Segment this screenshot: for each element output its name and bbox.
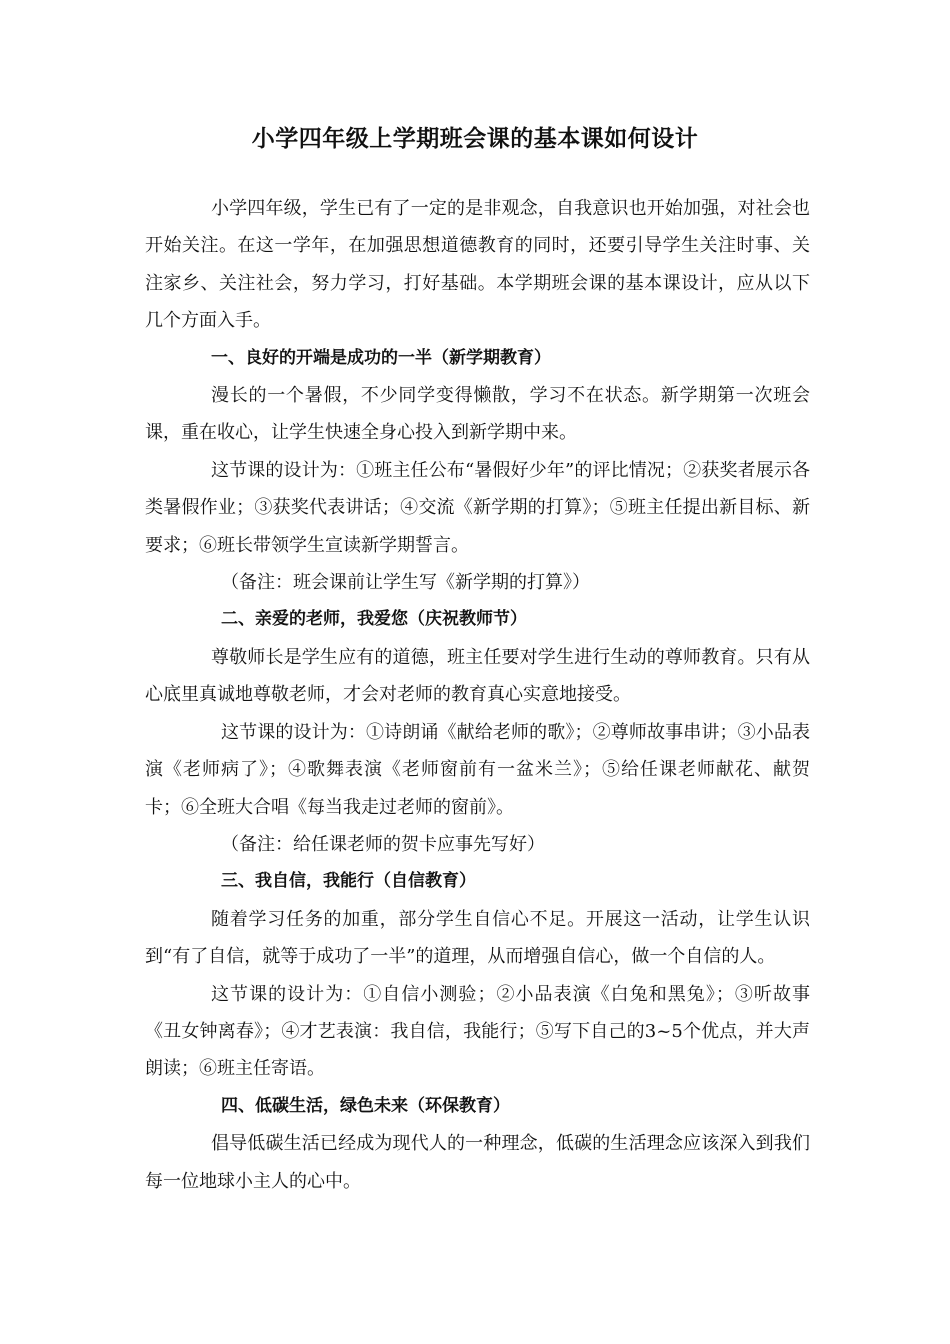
section-1-heading: 一、良好的开端是成功的一半（新学期教育）	[211, 347, 551, 368]
section-1-paragraph-2: 这节课的设计为：①班主任公布“暑假好少年”的评比情况；②获奖者展示各类暑假作业；③获奖代表讲话；④交流《新学期的打算》；⑤班主任提出新目标、新要求；⑥班长带领学生宣读新学期誓言。	[145, 459, 810, 556]
section-2-paragraph-2: 这节课的设计为：①诗朗诵《献给老师的歌》；②尊师故事串讲；③小品表演《老师病了》；④歌舞表演《老师窗前有一盆米兰》；⑤给任课老师献花、献贺卡；⑥全班大合唱《每当我走过老师的窗前》。	[145, 721, 810, 818]
intro-paragraph: 小学四年级，学生已有了一定的是非观念，自我意识也开始加强，对社会也开始关注。在这一学年，在加强思想道德教育的同时，还要引导学生关注时事、关注家乡、关注社会，努力学习，打好基础。本学期班会课的基本课设计，应从以下几个方面入手。	[145, 198, 810, 332]
section-4-paragraph-1: 倡导低碳生活已经成为现代人的一种理念，低碳的生活理念应该深入到我们每一位地球小主人的心中。	[145, 1133, 810, 1192]
section-1-note: （备注：班会课前让学生写《新学期的打算》）	[221, 572, 590, 594]
section-2-heading: 二、亲爱的老师，我爱您（庆祝教师节）	[221, 609, 527, 630]
section-2-note: （备注：给任课老师的贺卡应事先写好）	[221, 833, 545, 855]
section-3-paragraph-1: 随着学习任务的加重，部分学生自信心不足。开展这一活动，让学生认识到“有了自信，就等于成功了一半”的道理，从而增强自信心，做一个自信的人。	[145, 908, 810, 968]
document-body	[145, 190, 810, 1200]
section-4-heading: 四、低碳生活，绿色未来（环保教育）	[221, 1095, 510, 1116]
section-2-paragraph-1: 尊敬师长是学生应有的道德，班主任要对学生进行生动的尊师教育。只有从心底里真诚地尊敬老师，才会对老师的教育真心实意地接受。	[145, 646, 810, 706]
section-3-heading: 三、我自信，我能行（自信教育）	[221, 871, 476, 892]
section-3-paragraph-2: 这节课的设计为：①自信小测验；②小品表演《白兔和黑兔》；③听故事《丑女钟离春》；④才艺表演：我自信，我能行；⑤写下自己的3~5个优点，并大声朗读；⑥班主任寄语。	[145, 983, 810, 1080]
section-1-paragraph-1: 漫长的一个暑假，不少同学变得懒散，学习不在状态。新学期第一次班会课，重在收心，让学生快速全身心投入到新学期中来。	[145, 385, 810, 444]
document-title: 小学四年级上学期班会课的基本课如何设计	[251, 126, 699, 152]
